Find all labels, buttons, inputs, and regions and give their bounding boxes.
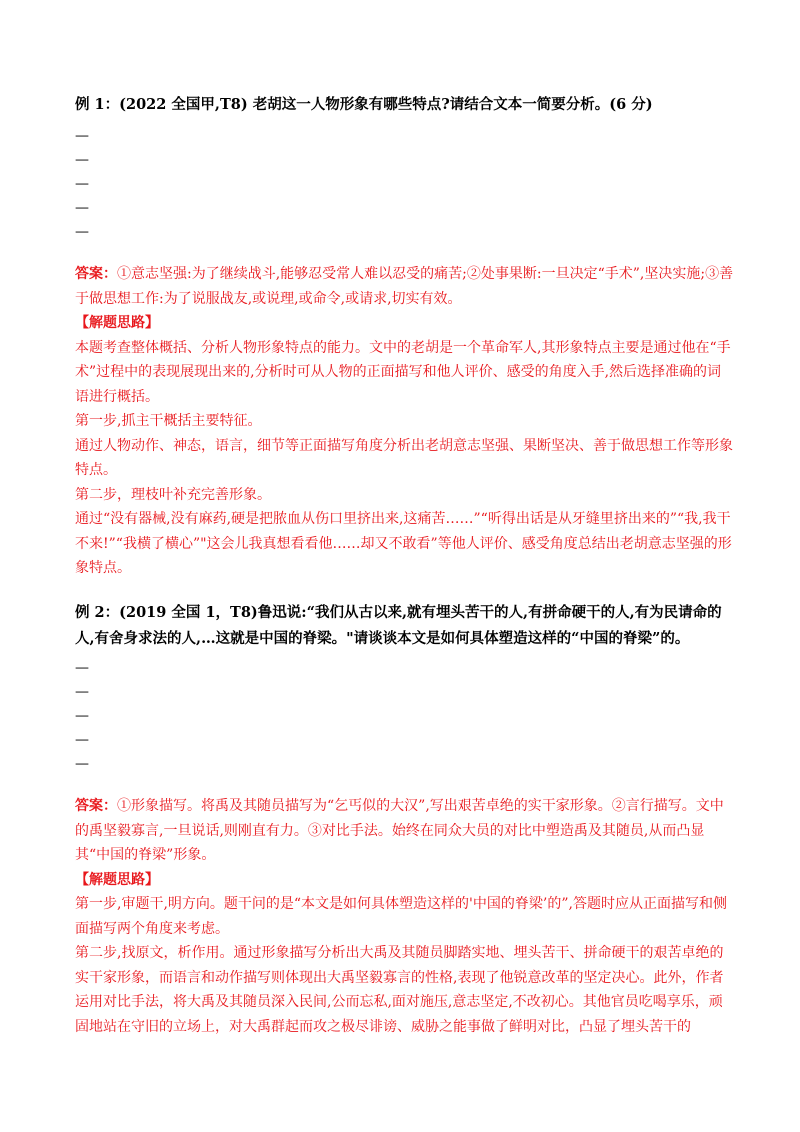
answer-text: ①意志坚强:为了继续战斗,能够忍受常人难以忍受的痛苦;②处事果断:一旦决定“手术”,坚决实施;③善于做思想工作:为了说服战友,或说理,或命令,或请求,切实有效。	[75, 266, 734, 307]
answer-text: ①形象描写。将禹及其随员描写为“乞丐似的大汉”,写出艰苦卓绝的实干家形象。②言行描写。文中的禹坚毅寡言,一旦说话,则刚直有力。③对比手法。始终在同众大员的对比中塑造禹及其随员,从而凸显其“中国的脊梁”形象。	[75, 798, 724, 863]
answer-blank-line: —	[75, 176, 89, 192]
example1-answer-block	[75, 262, 735, 581]
answer-label: 答案：	[75, 266, 117, 282]
example2-question: 例 2：(2019 全国 1，T8)鲁迅说:“我们从古以来,就有埋头苦干的人,有拼命硬干的人,有为民请命的人,有舍身求法的人,…这就是中国的脊梁。"请谈谈本文是如何具体塑造这样的“中国的脊梁”的。	[75, 604, 722, 647]
analysis-paragraph: 第二步，理枝叶补充完善形象。	[75, 486, 271, 503]
answer-blank-line: —	[75, 756, 89, 772]
analysis-paragraph: 通过“没有器械,没有麻药,硬是把脓血从伤口里挤出来,这痛苦……”“听得出话是从牙缝里挤出来的”“我,我干不来!”“我横了横心”"这会儿我真想看看他……却又不敢看”等他人评价、感受角度总结出老胡意志坚强的形象特点。	[75, 511, 732, 576]
analysis-heading: 【解题思路】	[75, 871, 159, 888]
answer-blank-line: —	[75, 708, 89, 724]
analysis-heading: 【解题思路】	[75, 315, 159, 331]
analysis-paragraph: 通过人物动作、神态，语言，细节等正面描写角度分析出老胡意志坚强、果断坚决、善于做思想工作等形象特点。	[75, 437, 733, 478]
analysis-paragraph: 第二步,找原文，析作用。通过形象描写分析出大禹及其随员脚踏实地、埋头苦干、拼命硬干的艰苦卓绝的实干家形象，而语言和动作描写则体现出大禹坚毅寡言的性格,表现了他锐意改革的坚定决心。此外，作者运用对比手法，将大禹及其随员深入民间,公而忘私,面对施压,意志坚定,不改初心。其他官员吃喝享乐，顽固地站在守旧的立场上，对大禹群起而攻之极尽诽谤、威胁之能事做了鲜明对比，凸显了埋头苦干的	[75, 945, 724, 1035]
answer-blank-line: —	[75, 224, 89, 240]
answer-blank-line: —	[75, 128, 89, 144]
example2-answer	[75, 794, 735, 868]
analysis-paragraph: 第一步,审题干,明方向。题干问的是“本文是如何具体塑造这样的'中国的脊梁’的”,答题时应从正面描写和侧面描写两个角度来考虑。	[75, 896, 727, 937]
analysis-paragraph: 第一步,抓主干概括主要特征。	[75, 413, 262, 429]
answer-blank-line: —	[75, 152, 89, 168]
example2-answer-block	[75, 794, 735, 1039]
answer-blank-line: —	[75, 732, 89, 748]
answer-blank-line: —	[75, 660, 89, 676]
analysis-paragraph: 本题考查整体概括、分析人物形象特点的能力。文中的老胡是一个革命军人,其形象特点主要是通过他在“手术”过程中的表现展现出来的,分析时可从人物的正面描写和他人评价、感受的角度入手,然后选择准确的词语进行概括。	[75, 339, 731, 405]
answer-blank-line: —	[75, 200, 89, 216]
example1-answer	[75, 262, 735, 311]
example1-question: 例 1：(2022 全国甲,T8) 老胡这一人物形象有哪些特点?请结合文本一简要分析。(6 分)	[75, 96, 653, 113]
answer-blank-line: —	[75, 684, 89, 700]
answer-label: 答案：	[75, 798, 117, 814]
